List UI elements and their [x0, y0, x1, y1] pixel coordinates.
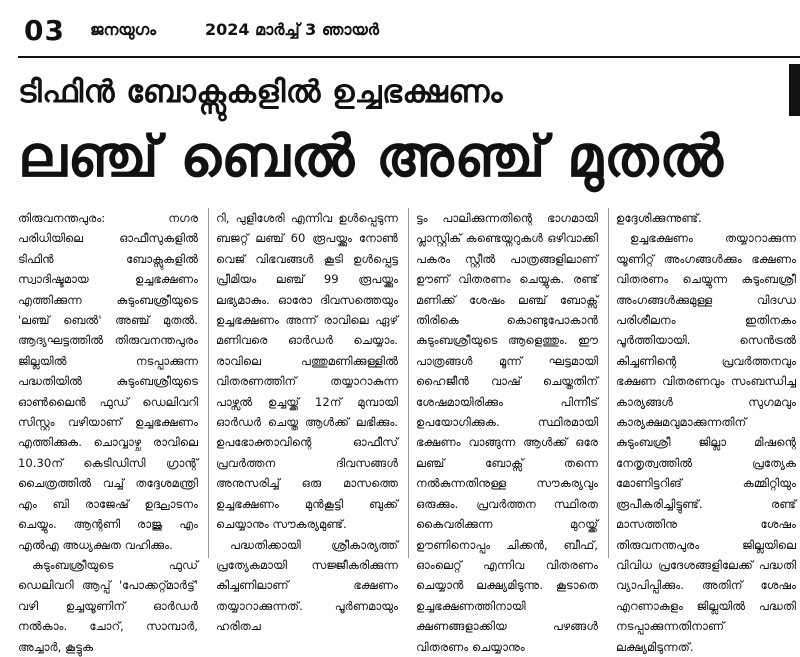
- column-divider: [208, 208, 209, 558]
- newspaper-name: ജനയുഗം: [90, 20, 156, 39]
- article-column-1: [18, 208, 198, 654]
- article-kicker: ടിഫിൻ ബോക്സുകളിൽ ഉച്ചഭക്ഷണം: [18, 74, 503, 110]
- page-number: 03: [24, 14, 65, 47]
- column-divider: [408, 208, 409, 558]
- article-paragraph: തിരുവനന്തപുരം: നഗര പരിധിയിലെ ഓഫീസുകളിൽ ടിഫിൻ ബോക്സുകളിൽ സ്വാദിഷ്ടമായ ഉച്ചഭക്ഷണം എത്തിക്കുന്ന കുടുംബശ്രീയുടെ 'ലഞ്ച് ബെൽ' അഞ്ച് മുതൽ. ആദ്യഘട്ടത്തിൽ തിരുവനന്തപുരം ജില്ലയിൽ നടപ്പാക്കുന്ന പദ്ധതിയിൽ കുടുംബശ്രീയുടെ ഓൺലൈൻ ഫുഡ് ഡെലിവറി സിസ്റ്റം വഴിയാണ് ഉച്ചഭക്ഷണം എത്തിക്കുക. ചൊവ്വാഴ്ച രാവിലെ 10.30ന് കെടിഡിസി ഗ്രാന്റ് ചൈത്രത്തിൽ വച്ച് തദ്ദേശമന്ത്രി എം ബി രാജേഷ് ഉദ്ഘാടനം ചെയ്യും. ആന്റണി രാജു എം എൽഎ അധ്യക്ഷത വഹിക്കും.: [18, 211, 198, 552]
- article-column-2: [216, 208, 398, 634]
- article-paragraph: കുടുംബശ്രീയുടെ ഫുഡ് ഡെലിവറി ആപ്പ് 'പോക്കറ്റ്മാർട്ട്' വഴി ഉച്ചയൂണിന് ഓർഡർ നൽകാം. ചോറ്, സാമ്പാർ, അച്ചാർ, കൂട്ടുക: [18, 557, 198, 654]
- edge-bar: [789, 64, 800, 116]
- article-paragraph: റി, പുളിശേരി എന്നിവ ഉൾപ്പെടുന്ന ബജറ്റ് ലഞ്ച് 60 രൂപയ്ക്കും നോൺ വെജ് വിഭവങ്ങൾ കൂടി ഉൾപ്പെട്ട പ്രീമിയം ലഞ്ച് 99 രൂപയ്ക്കും ലഭ്യമാകും. ഓരോ ദിവസത്തെയും ഉച്ചഭക്ഷണം അന്ന് രാവിലെ ഏഴ് മണിവരെ ഓർഡർ ചെയ്യാം. രാവിലെ പത്തുമണിക്കുള്ളിൽ വിതരണത്തിന് തയ്യാറാകുന്ന പാഴ്സൽ ഉച്ചയ്ക്ക് 12ന് മുമ്പായി ഓർഡർ ചെയ്ത ആൾക്ക് ലഭിക്കും. ഉപഭോക്താവിന്റെ ഓഫീസ് പ്രവർത്തന ദിവസങ്ങൾ അനുസരിച്ച് ഒരു മാസത്തെ ഉച്ചഭക്ഷണം മുൻകൂട്ടി ബുക്ക് ചെയ്യാനും സൗകര്യമുണ്ട്.: [216, 211, 398, 532]
- issue-date: 2024 മാർച്ച് 3 ഞായർ: [205, 20, 379, 39]
- header-divider: [18, 56, 800, 58]
- article-column-3: [416, 208, 598, 654]
- article-headline: ലഞ്ച് ബെൽ അഞ്ച് മുതൽ: [18, 124, 724, 190]
- article-paragraph: ഉദ്ദേശിക്കുന്നുണ്ട്.: [616, 211, 702, 225]
- article-body: [18, 208, 800, 654]
- article-paragraph: ഉച്ചഭക്ഷണം തയ്യാറാക്കുന്ന യൂണിറ്റ് അംഗങ്ങൾക്കും ഭക്ഷണം വിതരണം ചെയ്യുന്ന കുടുംബശ്രീ അംഗങ്ങൾക്കുമുള്ള വിദഗ്ധ പരിശീലനം ഇതിനകം പൂർത്തിയായി. സെൻട്രൽ കിച്ചണിന്റെ പ്രവർത്തനവും ഭക്ഷണ വിതരണവും സംബന്ധിച്ച കാര്യങ്ങൾ സുഗമവും കാര്യക്ഷമവുമാക്കുന്നതിന് കുടുംബശ്രീ ജില്ലാ മിഷന്റെ നേതൃത്വത്തിൽ പ്രത്യേക മോണിട്ടറിങ് കമ്മിറ്റിയും രൂപീകരിച്ചിട്ടുണ്ട്. രണ്ട് മാസത്തിനു ശേഷം തിരുവനന്തപുരം ജില്ലയിലെ വിവിധ പ്രദേശങ്ങളിലേക്ക് പദ്ധതി വ്യാപിപ്പിക്കും. അതിന് ശേഷം എറണാകുളം ജില്ലയിൽ പദ്ധതി നടപ്പാക്കുന്നതിനാണ് ലക്ഷ്യമിടുന്നത്.: [616, 231, 796, 654]
- article-column-4: [616, 208, 796, 654]
- page-header: [0, 0, 800, 56]
- column-divider: [608, 208, 609, 558]
- article-paragraph: ട്ടം പാലിക്കുന്നതിന്റെ ഭാഗമായി പ്ലാസ്റ്റിക് കണ്ടെയ്നറുകൾ ഒഴിവാക്കി പകരം സ്റ്റീൽ പാത്രങ്ങളിലാണ് ഊണ് വിതരണം ചെയ്യുക. രണ്ട് മണിക്ക് ശേഷം ലഞ്ച് ബോക്സ് തിരികെ കൊണ്ടുപോകാൻ കുടുംബശ്രീയുടെ ആളെത്തും. ഈ പാത്രങ്ങൾ മൂന്ന് ഘട്ടമായി ഹൈജീൻ വാഷ് ചെയ്തതിന് ശേഷമായിരിക്കും പിന്നീട് ഉപയോഗിക്കുക. സ്ഥിരമായി ഭക്ഷണം വാങ്ങുന്ന ആൾക്ക് ഒരേ ലഞ്ച് ബോക്സ് തന്നെ നൽകുന്നതിനുള്ള സൗകര്യവും ഒരുക്കും. പ്രവർത്തന സ്ഥിരത കൈവരിക്കുന്ന മുറയ്ക്ക് ഊണിനൊപ്പം ചിക്കൻ, ബീഫ്, ഓംലെറ്റ് എന്നിവ വിതരണം ചെയ്യാൻ ലക്ഷ്യമിടുന്നു. കൂടാതെ ഉച്ചഭക്ഷണത്തിനായി ക്ഷണങ്ങളാക്കിയ പഴങ്ങൾ വിതരണം ചെയ്യാനും: [416, 211, 598, 654]
- article-paragraph: പദ്ധതിക്കായി ശ്രീകാര്യത്ത് പ്രത്യേകമായി സജ്ജീകരിക്കുന്ന കിച്ചണിലാണ് ഭക്ഷണം തയ്യാറാക്കുന്നത്. പൂർണമായും ഹരിതച: [216, 537, 398, 634]
